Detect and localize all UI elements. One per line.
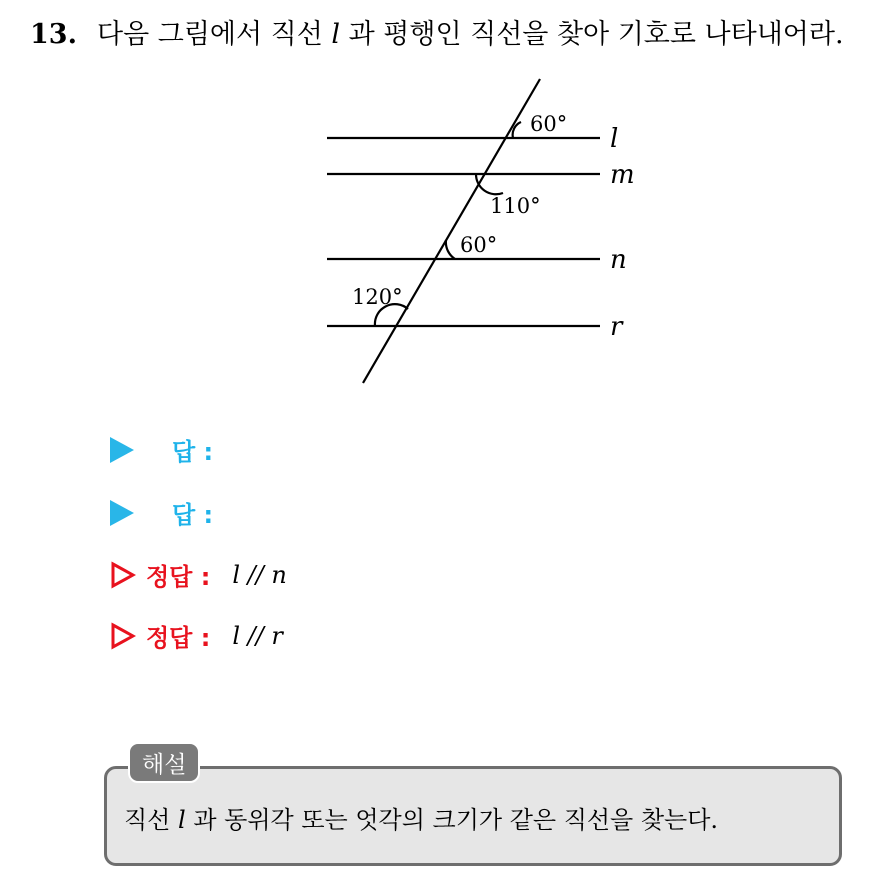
play-outline-icon: [110, 622, 136, 650]
label-n: n: [610, 245, 627, 275]
question-number: 13.: [30, 19, 77, 50]
answer-row-1: [110, 432, 235, 467]
angle-label-4: 120°: [352, 285, 403, 309]
correct-value: l // r: [232, 621, 283, 650]
angle-label-1: 60°: [530, 112, 568, 136]
parallel-lines-figure: [0, 0, 884, 420]
correct-row-1: [110, 557, 287, 592]
label-l: l: [610, 124, 619, 154]
label-r: r: [610, 312, 623, 342]
answer-label: 답 :: [172, 501, 214, 529]
explanation-text: 직선 l 과 동위각 또는 엇각의 크기가 같은 직선을 찾는다.: [124, 806, 719, 834]
var-l: l: [331, 19, 341, 50]
transversal: [363, 79, 540, 383]
angle-arc-3: [446, 240, 455, 259]
var-l: l: [178, 806, 186, 834]
angle-label-2: 110°: [490, 194, 541, 218]
correct-label: 정답 :: [146, 563, 211, 591]
label-m: m: [610, 160, 635, 190]
play-icon: [110, 437, 134, 463]
play-outline-icon: [110, 561, 136, 589]
play-icon: [110, 500, 134, 526]
answer-row-2: [110, 495, 235, 530]
correct-row-2: [110, 618, 283, 653]
angle-label-3: 60°: [460, 233, 498, 257]
question-text: 13. 다음 그림에서 직선 l 과 평행인 직선을 찾아 기호로 나타내어라.: [30, 19, 844, 50]
correct-label: 정답 :: [146, 624, 211, 652]
explanation-tag: 해설: [128, 742, 200, 783]
correct-value: l // n: [232, 560, 287, 589]
answer-label: 답 :: [172, 438, 214, 466]
